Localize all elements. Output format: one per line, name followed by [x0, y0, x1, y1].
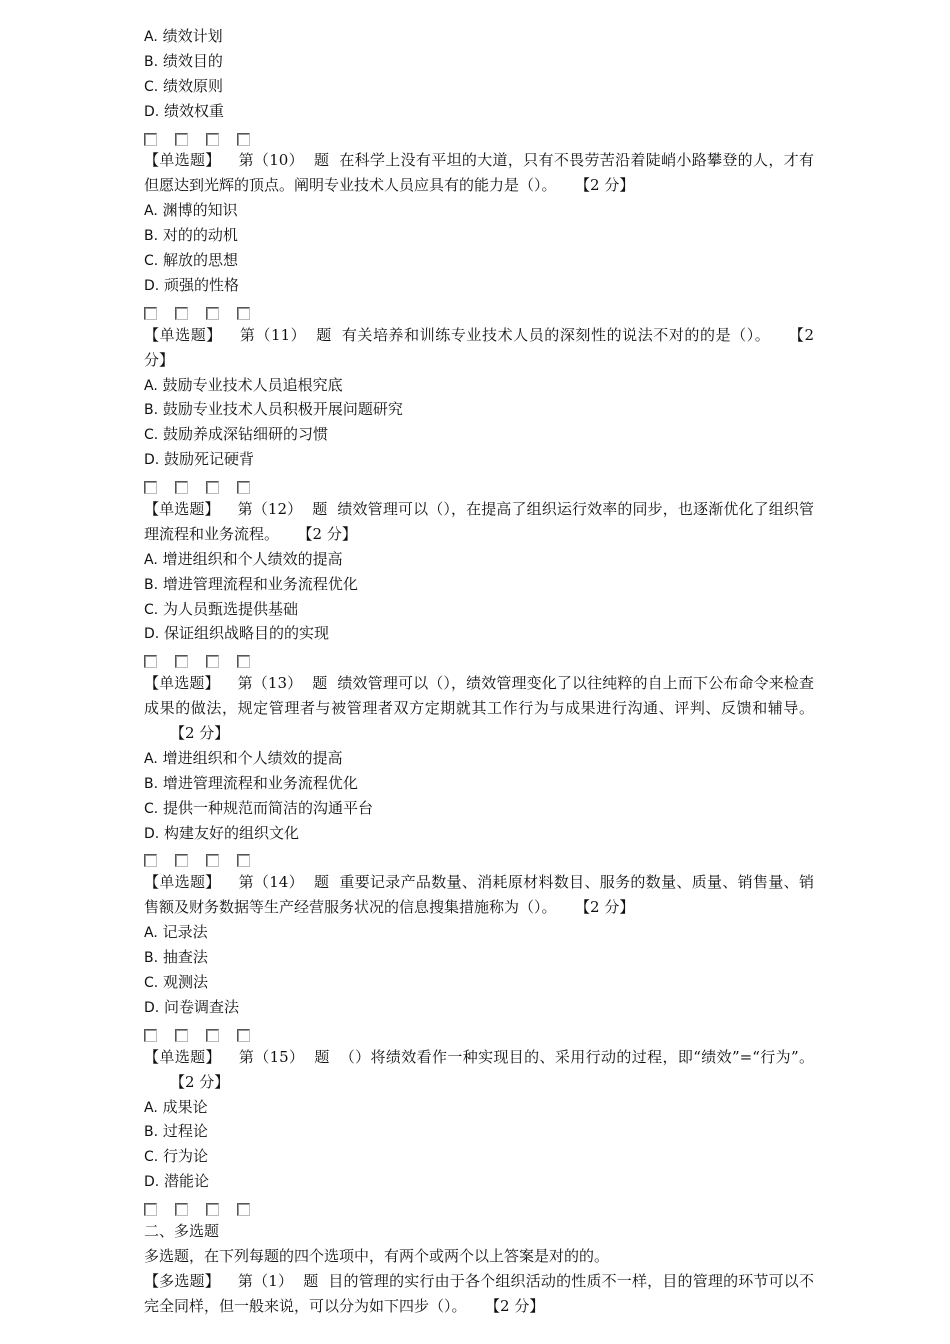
question-number: 第（14）: [238, 873, 304, 892]
option-text: 增进组织和个人绩效的提高: [162, 748, 343, 767]
option-text: 绩效计划: [162, 27, 223, 45]
question-stem: [144, 1269, 814, 1319]
question-text: 目的管理的实行由于各个组织活动的性质不一样，目的管理的环节可以不完全同样，但一般来说，可以分为如下四步（）。: [144, 1271, 814, 1315]
question-text: 有关培养和训练专业技术人员的深刻性的说法不对的的是（）。: [341, 325, 771, 344]
option-text: 成果论: [162, 1097, 208, 1116]
question-stem: [144, 497, 814, 547]
option-text: 鼓励专业技术人员积极开展问题研究: [162, 400, 403, 419]
question-ti: 题: [303, 1271, 319, 1290]
question-number: 第（12）: [237, 499, 303, 518]
option-line: [144, 248, 814, 273]
answer-checkbox[interactable]: [144, 1029, 157, 1042]
answer-checkboxes: [144, 646, 814, 671]
question-stem: [144, 1045, 814, 1095]
option-letter: D.: [144, 1174, 160, 1191]
option-line: [144, 821, 814, 846]
answer-checkbox[interactable]: [237, 481, 250, 494]
option-line: [144, 970, 814, 995]
question-score: 【2 分】: [582, 898, 635, 917]
option-text: 行为论: [163, 1147, 209, 1166]
question-number: 第（13）: [237, 674, 303, 693]
option-text: 鼓励养成深钻细研的习惯: [163, 425, 329, 444]
answer-checkbox[interactable]: [237, 854, 250, 867]
answer-checkbox[interactable]: [175, 1029, 188, 1042]
option-line: [144, 945, 814, 970]
option-text: 绩效目的: [162, 51, 223, 70]
answer-checkboxes: [144, 298, 814, 323]
option-text: 为人员甄选提供基础: [163, 599, 299, 618]
option-line: [144, 49, 814, 74]
answer-checkbox[interactable]: [237, 655, 250, 668]
answer-checkboxes: [144, 1020, 814, 1045]
answer-checkbox[interactable]: [206, 1029, 219, 1042]
option-letter: D.: [144, 452, 160, 469]
question-stem: [144, 323, 814, 373]
question-score: 【2 分】: [170, 1072, 230, 1091]
option-letter: D.: [144, 825, 160, 842]
option-line: [144, 99, 814, 124]
answer-checkbox[interactable]: [175, 307, 188, 320]
question-ti: 题: [313, 151, 330, 170]
question-type: 【单选题】: [144, 674, 220, 693]
question-text: （）将绩效看作一种实现目的、采用行动的过程，即“绩效”=“行为”。: [339, 1047, 814, 1066]
option-letter: D.: [144, 103, 160, 120]
option-letter: A.: [144, 1099, 158, 1116]
option-text: 增进管理流程和业务流程优化: [162, 574, 358, 593]
option-letter: C.: [144, 601, 159, 618]
question-type: 【单选题】: [144, 325, 222, 344]
option-line: [144, 223, 814, 248]
answer-checkbox[interactable]: [144, 133, 157, 146]
question-text: 绩效管理可以（），在提高了组织运行效率的同步，也逐渐优化了组织管理流程和业务流程。: [144, 499, 814, 543]
question-score: 【2 分】: [170, 724, 230, 743]
option-text: 绩效原则: [163, 76, 224, 95]
option-line: [144, 597, 814, 622]
option-letter: B.: [144, 228, 159, 245]
option-text: 保证组织战略目的的实现: [164, 624, 330, 643]
option-text: 顽强的性格: [164, 275, 240, 294]
option-letter: B.: [144, 950, 159, 967]
option-line: [144, 746, 814, 771]
question-number: 第（10）: [238, 151, 304, 170]
option-text: 记录法: [162, 923, 208, 942]
option-letter: B.: [144, 775, 159, 792]
option-line: [144, 397, 814, 422]
answer-checkbox[interactable]: [144, 854, 157, 867]
option-letter: A.: [144, 750, 158, 767]
option-letter: C.: [144, 975, 159, 992]
question-ti: 题: [314, 1047, 330, 1066]
answer-checkbox[interactable]: [144, 307, 157, 320]
option-line: [144, 24, 814, 49]
answer-checkbox[interactable]: [144, 481, 157, 494]
option-line: [144, 920, 814, 945]
option-line: [144, 1095, 814, 1120]
question-number: 第（1）: [237, 1271, 294, 1290]
option-line: [144, 1119, 814, 1144]
question-text: 重要记录产品数量、消耗原材料数目、服务的数量、质量、销售量、销售额及财务数据等生产经营服务状况的信息搜集措施称为（）。: [144, 873, 814, 917]
option-line: [144, 621, 814, 646]
option-line: [144, 1144, 814, 1169]
answer-checkbox[interactable]: [175, 854, 188, 867]
option-line: [144, 796, 814, 821]
option-letter: A.: [144, 925, 158, 942]
section-instruction: 多选题，在下列每题的四个选项中，有两个或两个以上答案是对的的。: [144, 1246, 610, 1265]
question-type: 【单选题】: [144, 1047, 221, 1066]
option-text: 过程论: [162, 1122, 208, 1141]
question-ti: 题: [316, 325, 332, 344]
option-text: 抽查法: [162, 948, 208, 967]
option-letter: C.: [144, 253, 159, 270]
question-stem: [144, 870, 814, 920]
question-type: 【多选题】: [144, 1271, 220, 1290]
option-text: 对的的动机: [162, 226, 238, 245]
option-line: [144, 422, 814, 447]
option-line: [144, 273, 814, 298]
option-letter: B.: [144, 576, 159, 593]
option-letter: A.: [144, 203, 158, 220]
option-letter: D.: [144, 999, 160, 1016]
option-line: [144, 447, 814, 472]
option-text: 构建友好的组织文化: [164, 823, 300, 842]
option-letter: C.: [144, 1149, 159, 1166]
option-line: [144, 547, 814, 572]
question-type: 【单选题】: [144, 873, 221, 892]
option-letter: B.: [144, 402, 159, 419]
question-ti: 题: [312, 674, 328, 693]
question-text: 在科学上没有平坦的大道，只有不畏劳苦沿着陡峭小路攀登的人，才有但愿达到光辉的顶点。阐明专业技术人员应具有的能力是（）。: [144, 151, 814, 195]
answer-checkbox[interactable]: [237, 1203, 250, 1216]
answer-checkbox[interactable]: [144, 1203, 157, 1216]
option-line: [144, 198, 814, 223]
question-score: 【2 分】: [492, 1296, 545, 1315]
option-letter: A.: [144, 29, 158, 45]
question-text: 绩效管理可以（），绩效管理变化了以往纯粹的自上而下公布命令来检查成果的做法，规定管理者与被管理者双方定期就其工作行为与成果进行沟通、评判、反馈和辅导。: [144, 674, 814, 718]
question-stem: [144, 148, 814, 198]
answer-checkbox[interactable]: [206, 655, 219, 668]
option-line: [144, 1169, 814, 1194]
answer-checkbox[interactable]: [175, 133, 188, 146]
option-line: [144, 771, 814, 796]
option-text: 渊博的知识: [162, 201, 238, 220]
option-letter: C.: [144, 800, 159, 817]
answer-checkboxes: [144, 1194, 814, 1219]
section-heading: 二、多选题: [144, 1221, 220, 1240]
answer-checkbox[interactable]: [237, 1029, 250, 1042]
option-text: 解放的思想: [163, 251, 239, 270]
option-line: [144, 74, 814, 99]
option-letter: C.: [144, 427, 159, 444]
answer-checkbox[interactable]: [175, 655, 188, 668]
option-text: 鼓励专业技术人员追根究底: [162, 375, 343, 394]
option-letter: A.: [144, 377, 158, 394]
question-number: 第（11）: [239, 325, 307, 344]
option-line: [144, 995, 814, 1020]
option-letter: A.: [144, 551, 158, 568]
option-text: 潜能论: [164, 1172, 210, 1191]
question-score: 【2 分】: [305, 524, 357, 543]
option-text: 鼓励死记硬背: [164, 450, 255, 469]
answer-checkbox[interactable]: [175, 1203, 188, 1216]
option-letter: B.: [144, 53, 159, 70]
answer-checkbox[interactable]: [237, 133, 250, 146]
answer-checkbox[interactable]: [175, 481, 188, 494]
answer-checkboxes: [144, 472, 814, 497]
option-text: 观测法: [163, 973, 209, 992]
answer-checkboxes: [144, 124, 814, 149]
option-text: 提供一种规范而简洁的沟通平台: [163, 798, 374, 817]
option-line: [144, 572, 814, 597]
option-letter: B.: [144, 1124, 159, 1141]
question-ti: 题: [313, 873, 330, 892]
answer-checkboxes: [144, 846, 814, 871]
option-letter: D.: [144, 626, 160, 643]
question-score: 【2 分】: [144, 325, 814, 369]
answer-checkbox[interactable]: [206, 854, 219, 867]
answer-checkbox[interactable]: [206, 307, 219, 320]
question-ti: 题: [312, 499, 328, 518]
question-number: 第（15）: [238, 1047, 305, 1066]
answer-checkbox[interactable]: [237, 307, 250, 320]
answer-checkbox[interactable]: [206, 481, 219, 494]
question-stem: [144, 671, 814, 746]
answer-checkbox[interactable]: [206, 1203, 219, 1216]
option-text: 增进管理流程和业务流程优化: [162, 773, 358, 792]
option-text: 绩效权重: [164, 101, 225, 120]
option-text: 问卷调查法: [164, 997, 240, 1016]
option-line: [144, 373, 814, 398]
question-score: 【2 分】: [582, 176, 635, 195]
question-type: 【单选题】: [144, 151, 221, 170]
option-text: 增进组织和个人绩效的提高: [162, 549, 343, 568]
question-type: 【单选题】: [144, 499, 220, 518]
option-letter: D.: [144, 277, 160, 294]
answer-checkbox[interactable]: [144, 655, 157, 668]
option-letter: C.: [144, 78, 159, 95]
document-page: [144, 24, 814, 1319]
answer-checkbox[interactable]: [206, 133, 219, 146]
